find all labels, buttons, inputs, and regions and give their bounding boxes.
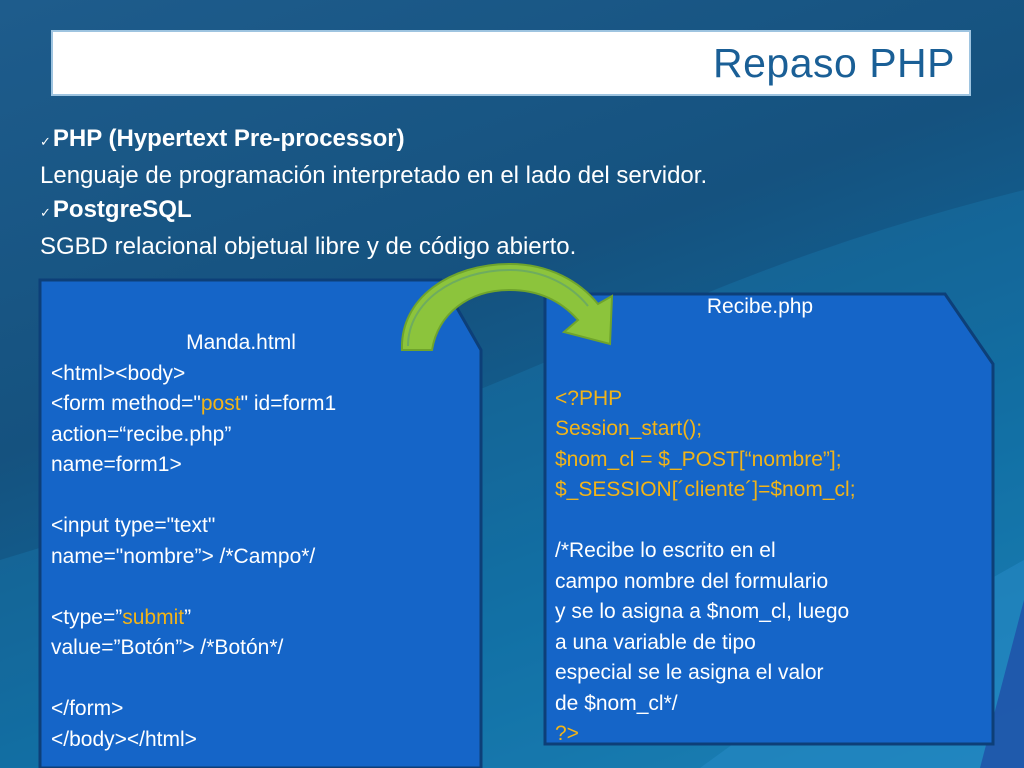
- blank-line: [555, 506, 985, 537]
- code-line: Session_start();: [555, 417, 703, 440]
- comment-line: a una variable de tipo: [555, 630, 756, 654]
- blank-line: [51, 664, 471, 695]
- curved-arrow-icon: [390, 258, 630, 358]
- comment-line: especial se le asigna el valor: [555, 661, 824, 684]
- bullet-list: [40, 122, 1000, 264]
- card-title: Recibe.php: [706, 295, 814, 318]
- check-icon: ✓: [40, 134, 51, 149]
- right-code-card: [543, 292, 995, 746]
- code-line: value=”Botón”> /*Botón*/: [51, 636, 284, 659]
- bullet-php: [40, 122, 1000, 159]
- card-title: Manda.html: [186, 331, 296, 354]
- code-line: </body></html>: [51, 727, 197, 751]
- code-line: <?PHP: [555, 386, 623, 410]
- bullet-heading: PHP (Hypertext Pre-processor): [52, 125, 405, 152]
- code-line: name="nombre”> /*Campo*/: [51, 544, 316, 568]
- keyword-submit: submit: [122, 605, 185, 629]
- blank-line: [51, 572, 471, 603]
- code-line: ?>: [555, 722, 579, 745]
- comment-line: de $nom_cl*/: [555, 691, 678, 715]
- code-line: <type=”submit”: [51, 605, 192, 629]
- bullet-heading: PostgreSQL: [52, 196, 192, 223]
- code-line: $_SESSION[´cliente´]=$nom_cl;: [555, 478, 856, 501]
- bullet-text: SGBD relacional objetual libre y de código abierto.: [40, 233, 577, 260]
- check-icon: ✓: [40, 205, 51, 220]
- comment-line: /*Recibe lo escrito en el: [555, 539, 776, 562]
- comment-line: y se lo asigna a $nom_cl, luego: [555, 600, 850, 623]
- blank-line: [51, 481, 471, 512]
- code-line: <form method="post" id=form1: [51, 392, 337, 415]
- keyword-post: post: [200, 392, 241, 415]
- code-line: name=form1>: [51, 453, 182, 476]
- bullet-text: Lenguaje de programación interpretado en el lado del servidor.: [40, 162, 708, 189]
- code-line: $nom_cl = $_POST[“nombre”];: [555, 447, 842, 471]
- code-line: </form>: [51, 697, 124, 720]
- bullet-postgresql: [40, 193, 1000, 230]
- slide-title: Repaso PHP: [712, 40, 955, 86]
- code-line: action=“recibe.php”: [51, 422, 232, 446]
- code-line: <input type="text": [51, 514, 216, 537]
- title-box: [51, 30, 971, 96]
- comment-line: campo nombre del formulario: [555, 569, 829, 593]
- code-line: <html><body>: [51, 361, 186, 385]
